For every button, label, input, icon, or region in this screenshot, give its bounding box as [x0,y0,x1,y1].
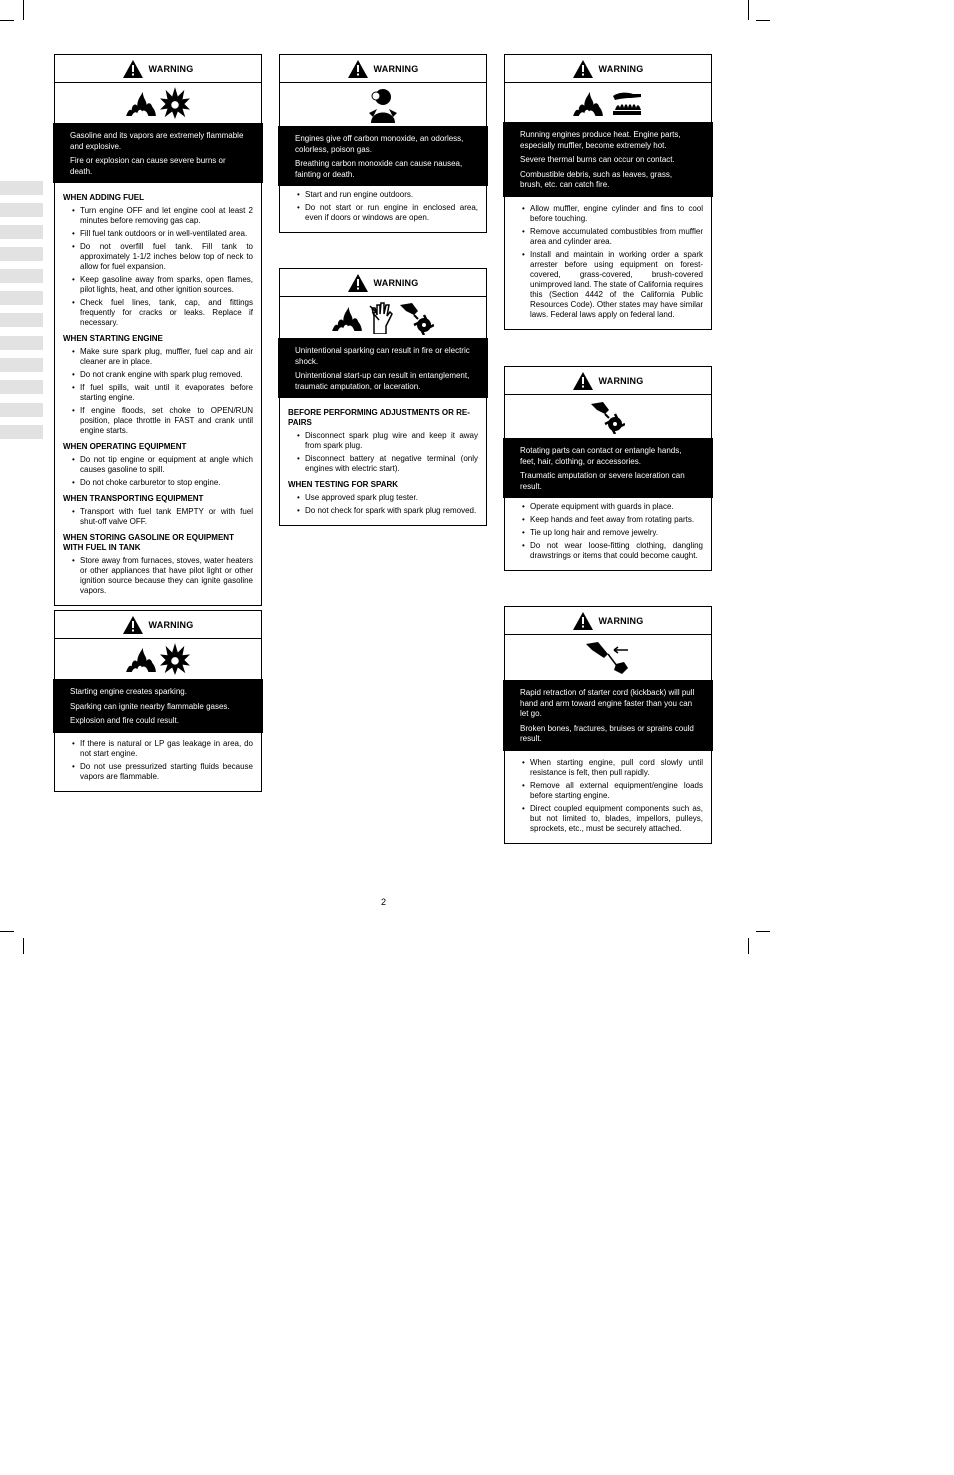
instructions [55,733,261,791]
hazard-text: Broken bones, fractures, bruises or sprains could result. [520,723,694,743]
instruction-list [63,455,253,488]
warning-triangle-icon [123,60,143,78]
rotating-blade-icon [400,301,434,335]
fuel-warning-panel [54,54,262,606]
section-title: WHEN OPERATING EQUIPMENT [63,442,187,451]
explosion-icon [160,87,190,119]
list-item: • If engine floods, set choke to OPEN/RUN position, place throttle in FAST and crank until engine starts. [63,406,253,436]
list-item: • Do not use pressurized starting fluids because vapors are flammable. [63,762,253,782]
hazard-statement [503,438,713,498]
warning-triangle-icon [348,60,368,78]
hazard-statement [53,679,263,733]
list-item: • Fill fuel tank outdoors or in well-ventilated area. [63,229,253,239]
hazard-text: Rapid retraction of starter cord (kickback) will pull hand and arm toward engine faster than you can let go. [520,688,695,718]
section-title: BEFORE PERFORMING ADJUSTMENTS OR RE-PAIRS [288,408,470,427]
list-item: • Transport with fuel tank EMPTY or with fuel shut-off valve OFF. [63,507,253,527]
warning-label: WARNING [598,375,644,386]
warning-header [505,367,711,395]
list-item: • Turn engine OFF and let engine cool at least 2 minutes before removing gas cap. [63,206,253,226]
warning-label: WARNING [373,277,419,288]
warning-header [505,607,711,635]
section-title: WHEN TRANSPORTING EQUIPMENT [63,494,204,503]
hazard-text: Unintentional sparking can result in fire or electric shock. [295,346,470,366]
list-item: • Disconnect spark plug wire and keep it away from spark plug. [288,431,478,451]
warning-header [505,55,711,83]
section-title: WHEN ADDING FUEL [63,193,145,202]
warning-label: WARNING [148,63,194,74]
list-item: • Do not wear loose-fitting clothing, dangling drawstrings or items that could become caught. [513,541,703,561]
list-item: • Install and maintain in working order a spark arrester before using equipment on forest-covered, grass-covered, brush-covered unimproved land. The state of California requires this (Section 4442 of the California Public Resources Code). Other states may have similar laws. Federal laws apply on federal land. [513,250,703,320]
instructions [55,183,261,605]
side-tab [0,403,43,417]
hazard-text: Unintentional start-up can result in entanglement, traumatic amputation, or laceration. [295,371,470,391]
warning-label: WARNING [598,63,644,74]
list-item: • Start and run engine outdoors. [288,190,478,200]
list-item: • Make sure spark plug, muffler, fuel cap and air cleaner are in place. [63,347,253,367]
instructions [505,197,711,329]
list-item: • Operate equipment with guards in place. [513,502,703,512]
instruction-list [63,507,253,527]
list-item: • Use approved spark plug tester. [288,493,478,503]
instruction-list [513,758,703,834]
side-tab [0,425,43,439]
hazard-pictogram [280,297,486,338]
hazard-text: Traumatic amputation or severe laceration can result. [520,471,685,491]
hazard-pictogram [55,83,261,123]
instruction-list [513,204,703,320]
warning-label: WARNING [598,615,644,626]
list-item: • Do not start or run engine in enclosed area, even if doors or windows are open. [288,203,478,223]
side-tab [0,358,43,372]
hazard-text: Combustible debris, such as leaves, grass, brush, etc. can catch fire. [520,169,673,189]
crop-mark [756,931,770,932]
instruction-list [63,347,253,436]
instruction-list [288,431,478,474]
side-tab [0,291,43,305]
hazard-statement [278,126,488,186]
hazard-pictogram [280,83,486,126]
rotating-blade-icon [591,400,625,434]
warning-header [55,611,261,639]
side-tab [0,336,43,350]
explosion-icon [160,643,190,675]
section-title: WHEN STARTING ENGINE [63,334,163,343]
crop-mark [748,0,749,20]
side-tab [0,225,43,239]
kickback-warning-panel [504,606,712,844]
crop-mark [0,931,14,932]
electric-shock-icon [368,302,394,334]
fire-icon [126,646,156,672]
side-tab [0,380,43,394]
instruction-list [288,493,478,516]
instructions [505,751,711,843]
list-item: • Do not tip engine or equipment at angle which causes gasoline to spill. [63,455,253,475]
hazard-pictogram [505,635,711,680]
side-tab [0,203,43,217]
side-tab [0,313,43,327]
list-item: • If fuel spills, wait until it evaporates before starting engine. [63,383,253,403]
list-item: • Direct coupled equipment components such as, but not limited to, blades, impellors, pulleys, sprockets, etc., must be securely attached. [513,804,703,834]
side-tab [0,247,43,261]
hazard-statement [53,123,263,183]
sparking-warning-panel [54,610,262,792]
list-item: • If there is natural or LP gas leakage in area, do not start engine. [63,739,253,759]
hazard-statement [503,122,713,197]
heat-warning-panel [504,54,712,330]
list-item: • Allow muffler, engine cylinder and fins to cool before touching. [513,204,703,224]
warning-triangle-icon [123,616,143,634]
section-title: WHEN STORING GASOLINE OR EQUIPMENT WITH FUEL IN TANK [63,533,234,552]
instruction-list [63,206,253,328]
hazard-statement [278,338,488,398]
hazard-text: Severe thermal burns can occur on contact. [520,155,675,164]
instructions [280,398,486,525]
list-item: • Do not choke carburetor to stop engine. [63,478,253,488]
instruction-list [513,502,703,561]
warning-header [280,269,486,297]
hazard-text: Running engines produce heat. Engine parts, especially muffler, become extremely hot. [520,130,681,150]
hazard-statement [503,680,713,751]
warning-triangle-icon [348,274,368,292]
toxic-gas-icon [363,87,403,123]
hazard-text: Breathing carbon monoxide can cause nausea, fainting or death. [295,159,463,179]
hazard-text: Fire or explosion can cause severe burns or death. [70,156,226,176]
rotating-parts-warning-panel [504,366,712,571]
instructions [280,186,486,232]
cord-kickback-icon [584,640,632,676]
section-title: WHEN TESTING FOR SPARK [288,480,399,489]
hazard-pictogram [55,639,261,679]
list-item: • Remove accumulated combustibles from muffler area and cylinder area. [513,227,703,247]
warning-triangle-icon [573,372,593,390]
crop-mark [23,0,24,20]
warning-header [280,55,486,83]
instruction-list [288,190,478,223]
list-item: • Do not check for spark with spark plug removed. [288,506,478,516]
list-item: • Disconnect battery at negative terminal (only engines with electric start). [288,454,478,474]
warning-label: WARNING [373,63,419,74]
fire-icon [126,90,156,116]
list-item: • When starting engine, pull cord slowly until resistance is felt, then pull rapidly. [513,758,703,778]
warning-label: WARNING [148,619,194,630]
list-item: • Remove all external equipment/engine loads before starting engine. [513,781,703,801]
hazard-pictogram [505,395,711,438]
side-tab [0,181,43,195]
side-tab [0,269,43,283]
list-item: • Do not crank engine with spark plug removed. [63,370,253,380]
list-item: • Keep gasoline away from sparks, open flames, pilot lights, heat, and other ignition sources. [63,275,253,295]
hazard-text: Explosion and fire could result. [70,716,179,725]
list-item: • Do not overfill fuel tank. Fill tank to approximately 1-1/2 inches below top of neck to allow for fuel expansion. [63,242,253,272]
instructions [505,498,711,570]
hazard-pictogram [505,83,711,122]
warning-triangle-icon [573,60,593,78]
list-item: • Check fuel lines, tank, cap, and fittings frequently for cracks or leaks. Replace if necessary. [63,298,253,328]
warning-triangle-icon [573,612,593,630]
crop-mark [0,20,14,21]
carbon-monoxide-warning-panel [279,54,487,233]
hazard-text: Starting engine creates sparking. [70,687,187,696]
list-item: • Tie up long hair and remove jewelry. [513,528,703,538]
crop-mark [756,20,770,21]
list-item: • Store away from furnaces, stoves, water heaters or other appliances that have pilot light or other ignition source because they can ignite gasoline vapors. [63,556,253,596]
fire-icon [332,305,362,331]
list-item: • Keep hands and feet away from rotating parts. [513,515,703,525]
crop-mark [23,938,24,954]
fire-icon [573,90,603,116]
hazard-text: Gasoline and its vapors are extremely flammable and explosive. [70,131,244,151]
page-number: 2 [381,897,387,907]
crop-mark [748,938,749,954]
hazard-text: Sparking can ignite nearby flammable gases. [70,701,230,711]
instruction-list [63,739,253,782]
spark-startup-warning-panel [279,268,487,526]
hot-surface-icon [611,90,643,116]
instruction-list [63,556,253,596]
warning-header [55,55,261,83]
hazard-text: Engines give off carbon monoxide, an odorless, colorless, poison gas. [295,134,464,154]
hazard-text: Rotating parts can contact or entangle hands, feet, hair, clothing, or accessories. [520,446,682,466]
